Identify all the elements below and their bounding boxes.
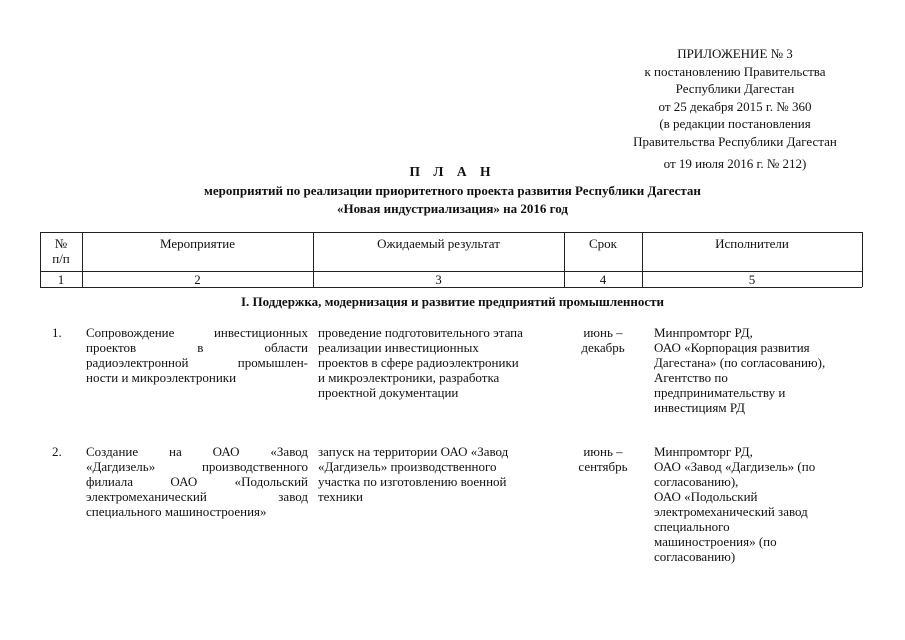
event-line: проектов в области (86, 340, 308, 355)
header-num (40, 236, 82, 266)
executor-line: электромеханический завод (654, 504, 808, 519)
appendix-line: от 19 июля 2016 г. № 212) (663, 156, 807, 171)
executor-line: Минпромторг РД, (654, 325, 753, 340)
row-term (564, 444, 642, 474)
term-line: сентябрь (578, 459, 628, 474)
row-term (564, 325, 642, 355)
section-title: I. Поддержка, модернизация и развитие предприятий промышленности (240, 294, 665, 309)
executor-line: согласованию), (654, 474, 739, 489)
appendix-line: от 25 декабря 2015 г. № 360 (658, 98, 812, 114)
header-result: Ожидаемый результат (377, 236, 500, 251)
column-number: 4 (599, 272, 607, 287)
appendix-line: (в редакции постановления (659, 116, 811, 131)
plan-title: П Л А Н (409, 164, 496, 179)
row-number: 1. (52, 325, 62, 340)
col-divider (862, 232, 863, 287)
column-number: 2 (194, 272, 201, 287)
executor-line: Минпромторг РД, (654, 444, 753, 459)
executor-line: предпринимательству и (654, 385, 786, 400)
event-line: «Дагдизель» производственного (86, 459, 308, 474)
result-line: проектов в сфере радиоэлектроники (318, 355, 519, 370)
plan-subtitle-line2: «Новая индустриализация» на 2016 год (337, 201, 568, 216)
executor-line: Агентство по (654, 370, 728, 385)
result-line: участка по изготовлению военной (318, 474, 507, 489)
column-number: 1 (57, 272, 65, 287)
row-number: 2. (52, 444, 62, 459)
appendix-block (600, 45, 870, 173)
appendix-line: Правительства Республики Дагестан (633, 133, 837, 149)
header-event: Мероприятие (160, 236, 235, 251)
result-line: проектной документации (318, 385, 459, 400)
row-executors (654, 325, 864, 415)
event-line: Создание на ОАО «Завод (86, 444, 308, 459)
appendix-line: к постановлению Правительства (644, 63, 826, 79)
executor-line: ОАО «Подольский (654, 489, 758, 504)
row-executors (654, 444, 864, 564)
appendix-line: ПРИЛОЖЕНИЕ № 3 (677, 46, 793, 61)
event-line: Сопровождение инвестиционных (86, 325, 308, 340)
table-border-top (40, 232, 862, 233)
plan-subtitle-line1: мероприятий по реализации приоритетного проекта развития Республики Дагестан (204, 183, 701, 198)
result-line: и микроэлектроники, разработка (318, 370, 500, 385)
event-line: электромеханический завод (86, 489, 308, 504)
result-line: проведение подготовительного этапа (318, 325, 523, 340)
event-line: радиоэлектронной промышлен- (86, 355, 308, 370)
result-line: техники (318, 489, 363, 504)
column-number: 5 (748, 272, 756, 287)
term-line: декабрь (581, 340, 625, 355)
event-line: ности и микроэлектроники (86, 370, 237, 385)
executor-line: инвестициям РД (654, 400, 745, 415)
term-line: июнь – (583, 325, 623, 340)
header-num-line2: п/п (52, 251, 70, 266)
row-result (318, 444, 563, 504)
result-line: запуск на территории ОАО «Завод (318, 444, 509, 459)
table-border-bottom (40, 287, 862, 288)
executor-line: Дагестана» (по согласованию), (654, 355, 826, 370)
term-line: июнь – (583, 444, 623, 459)
row-result (318, 325, 563, 400)
header-term: Срок (589, 236, 617, 251)
row-event (86, 325, 308, 385)
executor-line: ОАО «Завод «Дагдизель» (по (654, 459, 816, 474)
header-executors: Исполнители (715, 236, 789, 251)
event-line: филиала ОАО «Подольский (86, 474, 308, 489)
executor-line: согласованию) (654, 549, 736, 564)
executor-line: ОАО «Корпорация развития (654, 340, 810, 355)
row-event (86, 444, 308, 519)
header-num-line1: № (54, 236, 68, 251)
executor-line: специального (654, 519, 730, 534)
executor-line: машиностроения» (по (654, 534, 777, 549)
event-line: специального машиностроения» (86, 504, 267, 519)
result-line: «Дагдизель» производственного (318, 459, 497, 474)
result-line: реализации инвестиционных (318, 340, 479, 355)
column-number: 3 (435, 272, 442, 287)
appendix-line: Республики Дагестан (675, 81, 795, 96)
